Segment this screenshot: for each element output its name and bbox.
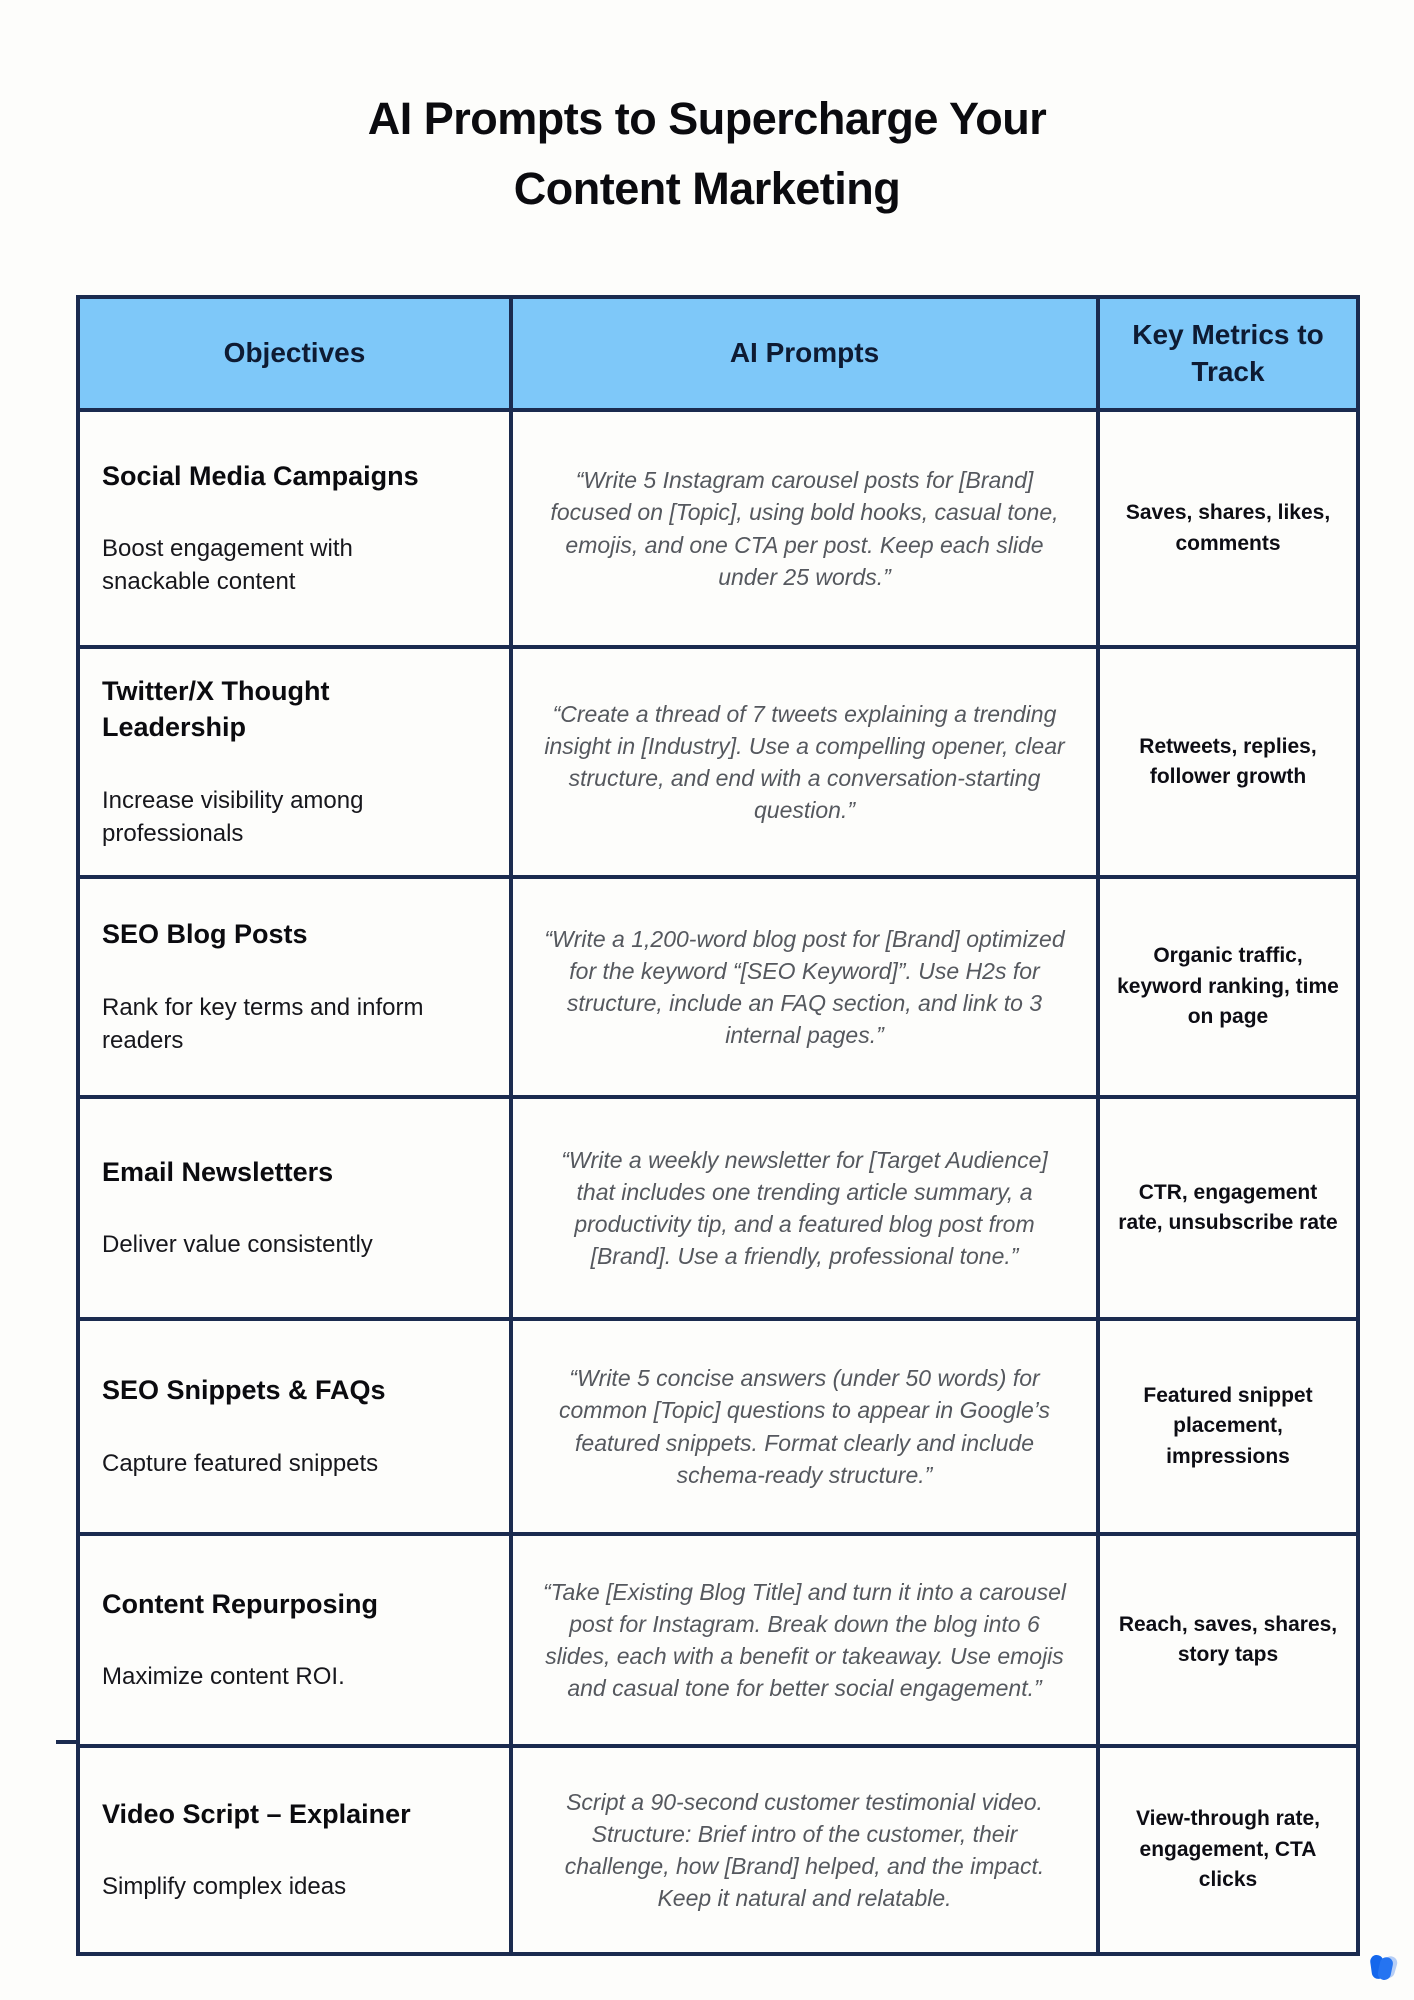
key-metrics-cell xyxy=(1098,1319,1358,1534)
objective-description: Deliver value consistently xyxy=(102,1231,373,1259)
table-row xyxy=(78,1097,1358,1319)
ai-prompt-cell xyxy=(511,877,1098,1097)
table-row xyxy=(78,1746,1358,1954)
objective-description: Simplify complex ideas xyxy=(102,1873,347,1901)
table-row xyxy=(78,410,1358,647)
key-metrics-text: Saves, shares, likes, comments xyxy=(1125,501,1331,555)
objective-cell xyxy=(78,647,511,877)
ai-prompt-text: Script a 90-second customer testimonial video. Structure: Brief intro of the customer, their challenge, how [Brand] helped, and the impact. Keep it natural and relatable. xyxy=(564,1788,1045,1912)
objective-title: Content Repurposing xyxy=(102,1588,378,1619)
objective-description: Increase visibility among professionals xyxy=(102,786,364,847)
key-metrics-cell xyxy=(1098,1097,1358,1319)
table-row xyxy=(78,1319,1358,1534)
column-header-objectives: Objectives xyxy=(78,297,511,410)
key-metrics-cell xyxy=(1098,1746,1358,1954)
border-overshoot-mark xyxy=(56,1740,80,1744)
ai-prompt-cell xyxy=(511,1534,1098,1746)
key-metrics-cell xyxy=(1098,410,1358,647)
ai-prompt-cell xyxy=(511,1319,1098,1534)
ai-prompt-text: “Write 5 concise answers (under 50 words) for common [Topic] questions to appear in Google’s featured snippets. Format clearly and include schema-ready structure.” xyxy=(559,1365,1050,1488)
objective-description: Maximize content ROI. xyxy=(102,1663,345,1691)
objective-title: SEO Snippets & FAQs xyxy=(102,1375,386,1406)
objective-cell xyxy=(78,877,511,1097)
ai-prompt-text: “Take [Existing Blog Title] and turn it into a carousel post for Instagram. Break down the blog into 6 slides, each with a benefit or takeaway. Use emojis and casual tone for better social engagement.” xyxy=(542,1578,1067,1702)
header-row xyxy=(78,297,1358,410)
objective-description: Rank for key terms and inform readers xyxy=(102,993,424,1054)
key-metrics-text: Featured snippet placement, impressions xyxy=(1143,1383,1313,1468)
ai-prompt-text: “Write a weekly newsletter for [Target Audience] that includes one trending article summary, a productivity tip, and a featured blog post from [Brand]. Use a friendly, professional tone.” xyxy=(561,1146,1048,1270)
objective-title: Email Newsletters xyxy=(102,1156,334,1187)
key-metrics-cell xyxy=(1098,877,1358,1097)
ai-prompt-cell xyxy=(511,1746,1098,1954)
key-metrics-text: Retweets, replies, follower growth xyxy=(1139,734,1317,788)
ai-prompt-text: “Write 5 Instagram carousel posts for [Brand] focused on [Topic], using bold hooks, casual tone, emojis, and one CTA per post. Keep each slide under 25 words.” xyxy=(550,467,1059,590)
objective-title: Video Script – Explainer xyxy=(102,1798,411,1829)
key-metrics-text: View-through rate, engagement, CTA clicks xyxy=(1136,1807,1320,1892)
objective-title: Twitter/X Thought Leadership xyxy=(102,676,330,742)
page-title-line2: Content Marketing xyxy=(513,163,901,214)
objective-cell xyxy=(78,1319,511,1534)
key-metrics-cell xyxy=(1098,647,1358,877)
key-metrics-text: Reach, saves, shares, story taps xyxy=(1118,1612,1338,1666)
ai-prompt-text: “Create a thread of 7 tweets explaining a trending insight in [Industry]. Use a compelling opener, clear structure, and end with a conversation-starting question.” xyxy=(544,700,1065,824)
ai-prompt-cell xyxy=(511,1097,1098,1319)
key-metrics-text: CTR, engagement rate, unsubscribe rate xyxy=(1118,1180,1338,1234)
table-row xyxy=(78,1534,1358,1746)
column-header-key-metrics: Key Metrics to Track xyxy=(1098,297,1358,410)
objective-cell xyxy=(78,1534,511,1746)
ai-prompt-text: “Write a 1,200-word blog post for [Brand] optimized for the keyword “[SEO Keyword]”. Use H2s for structure, include an FAQ section, and link to 3 internal pages.” xyxy=(544,925,1065,1049)
key-metrics-cell xyxy=(1098,1534,1358,1746)
objective-description: Boost engagement with snackable content xyxy=(102,535,353,596)
objective-cell xyxy=(78,410,511,647)
prompts-table xyxy=(76,295,1360,1956)
table-row xyxy=(78,647,1358,877)
objective-title: Social Media Campaigns xyxy=(102,460,419,491)
column-header-ai-prompts: AI Prompts xyxy=(511,297,1098,410)
ai-prompt-cell xyxy=(511,647,1098,877)
objective-cell xyxy=(78,1097,511,1319)
brand-logo-icon xyxy=(1364,1950,1404,1988)
ai-prompt-cell xyxy=(511,410,1098,647)
objective-cell xyxy=(78,1746,511,1954)
page-title xyxy=(0,84,1414,224)
key-metrics-text: Organic traffic, keyword ranking, time on page xyxy=(1117,944,1339,1029)
objective-description: Capture featured snippets xyxy=(102,1449,379,1477)
objective-title: SEO Blog Posts xyxy=(102,919,308,950)
page-title-line1: AI Prompts to Supercharge Your xyxy=(367,93,1047,144)
content-marketing-table xyxy=(76,295,1360,1956)
table-row xyxy=(78,877,1358,1097)
